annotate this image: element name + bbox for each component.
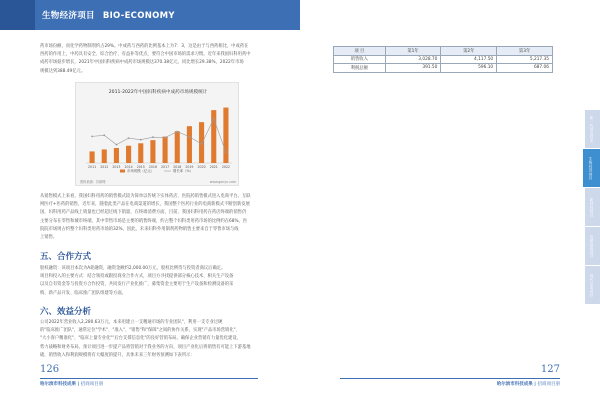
market-size-chart	[75, 82, 239, 186]
text-line: 规模达到388.49亿元。	[40, 68, 86, 74]
text-line: 股权融资：该项目本次为A轮融资，融资金额约2,000.00万元，股权比例待与投资者商议后确定。	[40, 266, 226, 271]
text-line: 础，销售收入和利润规模将有大幅度的提升，具体未来三年财务预测如下表所示：	[40, 352, 195, 358]
growth-rate-point	[189, 136, 191, 138]
section-5-body	[40, 265, 262, 298]
footer-org: 哈尔滨市科技成果	[496, 382, 533, 387]
chart-watermark: www.gonyn.com	[209, 180, 236, 184]
footer-org: 哈尔滨市科技成果	[40, 382, 76, 387]
table-cell: 5,217.35	[497, 55, 553, 64]
chart-bar	[163, 137, 168, 163]
side-tab-label: 现代农业项目	[590, 273, 594, 297]
growth-rate-line	[92, 119, 226, 153]
table-cell: 4,117.50	[441, 55, 497, 64]
x-tick-label: 2014	[124, 165, 133, 169]
chart-bar	[126, 146, 131, 163]
side-tab-label: 新一代信息技术	[590, 115, 594, 143]
table-cell: 687.06	[497, 64, 553, 73]
x-tick-label: 2016	[148, 165, 157, 169]
text-line: 院院市场则占约整个妇科类用药市场的32%，因此，未来妇科外用制剂药物销售主要来自于零售市场与线	[40, 226, 239, 232]
section-5-title: 五、合作方式	[40, 252, 92, 262]
chart-source: 资料来源：共研网	[80, 180, 106, 184]
side-tab-label: 高端装备项目	[590, 234, 594, 258]
table-row	[334, 64, 553, 73]
footer-divider	[340, 378, 560, 379]
text-line: 国，妇科用药产品线上销量也已经超过线下销量，在终端消费方面，目前，我国妇科用药在药店终端的销售仍	[40, 210, 247, 216]
table-cell: 销售收入	[334, 55, 386, 64]
x-tick-label: 2015	[136, 165, 145, 169]
chart-title: 2011-2022年中国妇科疾病中成药市场规模统计	[108, 90, 208, 95]
header-bar	[0, 0, 300, 30]
table-header-cell: 第2年	[441, 47, 497, 56]
page-number: 126	[40, 364, 60, 375]
text-line: 成药市场稳步增长，2021年中国妇科疾病中成药市场规模达370.38亿元，同比增长29.38%，2022年市场	[40, 60, 244, 66]
growth-rate-point	[91, 135, 93, 137]
legend-label: 增长率（%）	[173, 169, 194, 173]
growth-rate-point	[152, 136, 154, 138]
header-title	[42, 9, 183, 21]
table-cell: 利税总额	[334, 64, 386, 73]
x-tick-label: 2017	[161, 165, 170, 169]
x-tick-label: 2018	[173, 165, 182, 169]
side-tab-equipment[interactable]	[585, 227, 600, 265]
text-line: 的"临床推广团队"，通常定位"学术"、"准入"、"销售"和"保障"之间的协作关系，实现"产品市场营销化"、	[40, 328, 240, 334]
x-tick-label: 2013	[112, 165, 121, 169]
side-tab-info-tech[interactable]	[585, 110, 600, 148]
legend-label: 市场规模（亿元）	[127, 169, 155, 173]
legend-swatch-bar	[120, 170, 125, 173]
growth-rate-point	[164, 137, 166, 139]
footer-sub: 招商项目册	[80, 382, 104, 387]
growth-rate-point	[128, 137, 130, 139]
chart-svg	[76, 83, 240, 187]
section-6-title: 六、效益分析	[40, 307, 92, 317]
side-tab-label: 生物经济项目	[589, 156, 593, 180]
chart-bar	[90, 151, 95, 163]
x-tick-label: 2022	[221, 165, 230, 169]
page-number: 127	[540, 364, 560, 375]
x-tick-label: 2019	[185, 165, 194, 169]
x-tick-label: 2020	[197, 165, 206, 169]
chart-bar	[150, 140, 155, 163]
text-line: 药市场份额，而化学药物制剂约占29%。中成药与西药的比例基本上为7：3，这是由于与西药相比，中成药在	[40, 44, 249, 49]
chart-bar	[187, 126, 192, 163]
x-tick-label: 2012	[100, 165, 109, 169]
chart-bar	[175, 131, 180, 163]
table-header-row	[334, 47, 553, 56]
table-header-cell: 项 目	[334, 47, 386, 56]
table-header-cell: 第1年	[385, 47, 441, 56]
table-header-cell: 第3年	[497, 47, 553, 56]
text-line: 主要分布在零售和城市终端，其中零售市场是主要的销售终端，约占整个妇科类用药市场的比例约在68%，医	[40, 218, 248, 224]
growth-rate-point	[103, 134, 105, 136]
text-line: 公司2022年营业收入2,280.63万元，本来用建立一支精通市场的专业团队"，利用一支专业过硬	[40, 320, 223, 325]
side-tab-label: 新材料项目	[590, 197, 594, 217]
chart-bar	[199, 122, 204, 163]
growth-rate-point	[116, 144, 118, 146]
side-tab-agriculture[interactable]	[585, 266, 600, 304]
financial-forecast-table	[333, 46, 553, 73]
growth-rate-point	[140, 139, 142, 141]
x-tick-label: 2011	[88, 165, 97, 169]
growth-rate-point	[201, 143, 203, 145]
text-line: 上销售。	[40, 235, 58, 241]
footer-divider	[40, 378, 258, 379]
chart-bar	[102, 149, 107, 163]
side-tab-new-materials[interactable]	[585, 188, 600, 226]
header-accent-block	[0, 0, 35, 30]
text-line: 从销售模式上来看，我国妇科用药的销售模式较为简单以传统下实体药店、医院药销售模式进入电商平台。互联	[40, 194, 251, 199]
header-title-cn: 生物经济项目	[42, 11, 95, 21]
footer-text: 哈尔滨市科技成果 | 招商项目册	[496, 382, 560, 387]
growth-rate-point	[213, 118, 215, 120]
table-cell: 3,028.70	[385, 55, 441, 64]
text-line: 项目和投入的主要方式：结合领投或跟投商业合作方式，项目方寻找提供部分核心技术、相关生产设备	[40, 274, 234, 280]
text-line: 网医疗+医药的销售，近年来，随着此类产品在电商渠道的增长，我国整个医药行业的电商新模式不断创新发展	[40, 202, 250, 208]
text-line: 势力战略和财务布局，预计项目进一步提产品将营销对于我业务的方向，项目产业化后将销售有可能上下游基地	[40, 344, 251, 350]
chart-bar	[138, 143, 143, 163]
table-row	[334, 55, 553, 64]
intro-paragraph	[40, 43, 262, 76]
table-cell: 391.50	[385, 64, 441, 73]
text-line: 购、新产品开发、临床推广团队组建等方面。	[40, 290, 126, 296]
side-tab-nav	[585, 110, 600, 305]
chart-bar	[223, 108, 228, 163]
text-line: "大小客户精准化"、"临床上量专业化""后台支撑信息化"的良好营销布局。确保企业营销有力量优化建设，	[40, 336, 241, 342]
footer-text: 哈尔滨市科技成果 | 招商项目册	[40, 382, 104, 387]
header-title-en: BIO-ECONOMY	[102, 11, 175, 21]
chart-bar	[114, 148, 119, 163]
text-line: 以及自有资金等与投资方合作投资，共同发行产业化推广，募集资金主要用于生产设备和检测设备的采	[40, 282, 234, 288]
x-tick-label: 2021	[209, 165, 218, 169]
footer-sub: 招商项目册	[537, 382, 560, 387]
section-6-body	[40, 319, 262, 360]
side-tab-bio-economy[interactable]	[583, 149, 600, 187]
growth-rate-point	[176, 131, 178, 133]
growth-rate-point	[225, 151, 227, 153]
text-line: 西药的作用上，中药具有安全、综合治疗、有益补等优点，要符合中国市场的需求习惯。近年来我国妇科用药中	[40, 52, 251, 58]
sales-mode-paragraph	[40, 193, 262, 242]
table-cell: 596.10	[441, 64, 497, 73]
